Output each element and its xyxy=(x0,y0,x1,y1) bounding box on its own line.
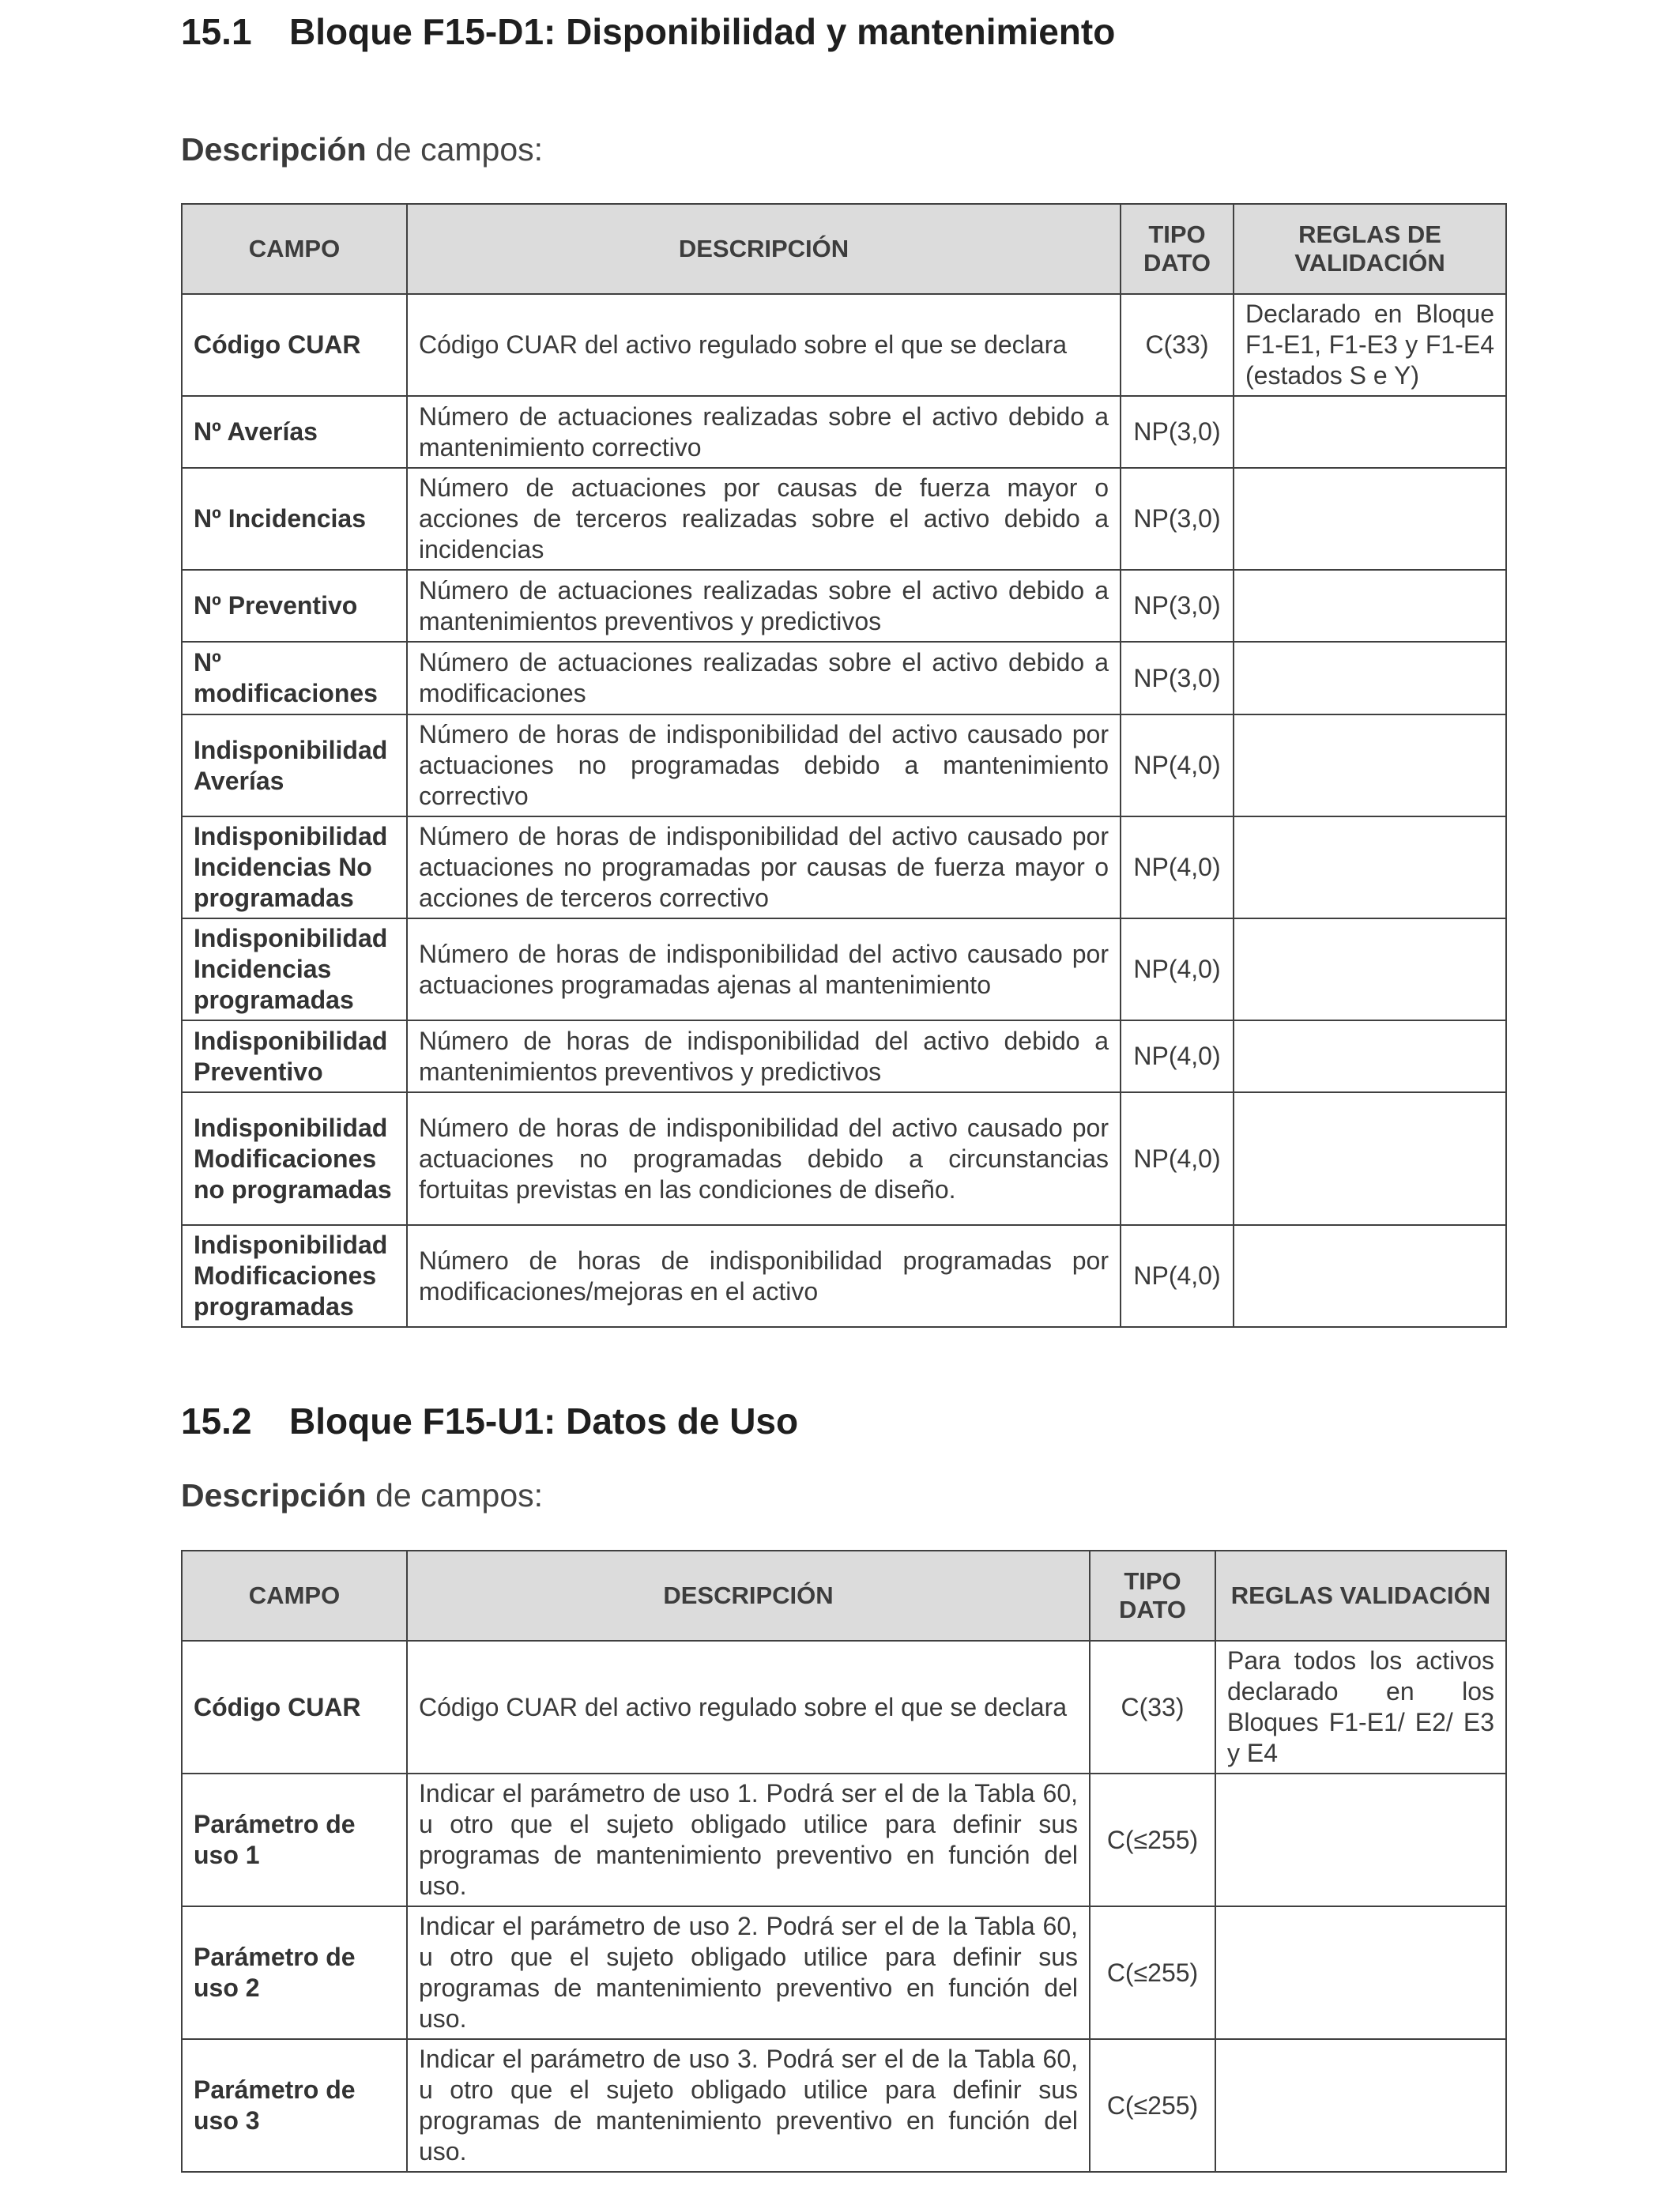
cell-descripcion: Número de actuaciones por causas de fuerza mayor o acciones de terceros realizadas sobre el activo debido a incidencias xyxy=(407,468,1121,570)
cell-campo: Indisponibilidad Averías xyxy=(182,714,407,816)
cell-tipo: NP(3,0) xyxy=(1121,396,1234,468)
table-row xyxy=(182,396,1506,468)
cell-campo: Nº Incidencias xyxy=(182,468,407,570)
cell-campo: Parámetro de uso 3 xyxy=(182,2039,407,2172)
cell-tipo: NP(4,0) xyxy=(1121,816,1234,918)
section-heading-15-2 xyxy=(181,1389,798,1453)
table-row xyxy=(182,1774,1506,1906)
cell-tipo: C(≤255) xyxy=(1090,1906,1215,2039)
cell-descripcion: Número de horas de indisponibilidad del activo causado por actuaciones no programadas debido a mantenimiento correctivo xyxy=(407,714,1121,816)
cell-tipo: NP(4,0) xyxy=(1121,1020,1234,1092)
cell-descripcion: Número de actuaciones realizadas sobre el activo debido a modificaciones xyxy=(407,642,1121,714)
section-number: 15.2 xyxy=(181,1400,252,1442)
cell-descripcion: Número de horas de indisponibilidad del activo causado por actuaciones programadas ajenas al mantenimiento xyxy=(407,918,1121,1020)
section-number: 15.1 xyxy=(181,11,252,52)
header-reglas: REGLAS VALIDACIÓN xyxy=(1215,1551,1506,1641)
cell-reglas xyxy=(1215,1906,1506,2039)
cell-reglas xyxy=(1215,2039,1506,2172)
header-campo: CAMPO xyxy=(182,204,407,294)
cell-reglas: Declarado en Bloque F1-E1, F1-E3 y F1-E4 (estados S e Y) xyxy=(1234,294,1506,396)
cell-reglas xyxy=(1215,1774,1506,1906)
table-row xyxy=(182,468,1506,570)
cell-descripcion: Número de horas de indisponibilidad del activo causado por actuaciones no programadas por causas de fuerza mayor o acciones de terceros correctivo xyxy=(407,816,1121,918)
cell-campo: Código CUAR xyxy=(182,1641,407,1774)
cell-descripcion: Número de horas de indisponibilidad programadas por modificaciones/mejoras en el activo xyxy=(407,1225,1121,1327)
cell-campo: Indisponibilidad Modificaciones programadas xyxy=(182,1225,407,1327)
header-tipo-dato: TIPO DATO xyxy=(1090,1551,1215,1641)
cell-campo: Nº Averías xyxy=(182,396,407,468)
cell-reglas xyxy=(1234,1092,1506,1225)
cell-tipo: NP(4,0) xyxy=(1121,918,1234,1020)
subheading-rest: de campos: xyxy=(366,131,544,168)
table-header-row xyxy=(182,1551,1506,1641)
cell-tipo: C(33) xyxy=(1090,1641,1215,1774)
cell-campo: Código CUAR xyxy=(182,294,407,396)
subheading-bold: Descripción xyxy=(181,1477,367,1514)
header-campo: CAMPO xyxy=(182,1551,407,1641)
cell-reglas xyxy=(1234,816,1506,918)
cell-descripcion: Indicar el parámetro de uso 3. Podrá ser el de la Tabla 60, u otro que el sujeto obligado utilice para definir sus programas de mantenimiento preventivo en función del uso. xyxy=(407,2039,1090,2172)
cell-descripcion: Número de actuaciones realizadas sobre el activo debido a mantenimiento correctivo xyxy=(407,396,1121,468)
table-row xyxy=(182,918,1506,1020)
cell-tipo: NP(4,0) xyxy=(1121,1092,1234,1225)
cell-tipo: NP(4,0) xyxy=(1121,1225,1234,1327)
header-reglas: REGLAS DE VALIDACIÓN xyxy=(1234,204,1506,294)
cell-campo: Indisponibilidad Preventivo xyxy=(182,1020,407,1092)
table-row xyxy=(182,1641,1506,1774)
cell-tipo: NP(3,0) xyxy=(1121,468,1234,570)
cell-campo: Nº Preventivo xyxy=(182,570,407,642)
table-f15-d1 xyxy=(181,203,1507,1328)
cell-reglas xyxy=(1234,1020,1506,1092)
cell-campo: Indisponibilidad Incidencias programadas xyxy=(182,918,407,1020)
cell-campo: Parámetro de uso 2 xyxy=(182,1906,407,2039)
cell-campo: Nº modificaciones xyxy=(182,642,407,714)
cell-reglas xyxy=(1234,714,1506,816)
table-row xyxy=(182,570,1506,642)
cell-reglas xyxy=(1234,570,1506,642)
table-row xyxy=(182,642,1506,714)
subheading-bold: Descripción xyxy=(181,131,367,168)
cell-descripcion: Indicar el parámetro de uso 2. Podrá ser el de la Tabla 60, u otro que el sujeto obligado utilice para definir sus programas de mantenimiento preventivo en función del uso. xyxy=(407,1906,1090,2039)
header-tipo-dato: TIPO DATO xyxy=(1121,204,1234,294)
cell-reglas xyxy=(1234,396,1506,468)
cell-tipo: C(33) xyxy=(1121,294,1234,396)
table-row xyxy=(182,816,1506,918)
table-row xyxy=(182,2039,1506,2172)
table-header-row xyxy=(182,204,1506,294)
table-row xyxy=(182,1020,1506,1092)
cell-descripcion: Código CUAR del activo regulado sobre el que se declara xyxy=(407,1641,1090,1774)
subheading-descripcion-campos-2 xyxy=(181,1476,543,1515)
cell-campo: Indisponibilidad Incidencias No programadas xyxy=(182,816,407,918)
subheading-rest: de campos: xyxy=(366,1477,544,1514)
cell-reglas: Para todos los activos declarado en los Bloques F1-E1/ E2/ E3 y E4 xyxy=(1215,1641,1506,1774)
cell-descripcion: Número de horas de indisponibilidad del activo causado por actuaciones no programadas debido a circunstancias fortuitas previstas en las condiciones de diseño. xyxy=(407,1092,1121,1225)
cell-reglas xyxy=(1234,918,1506,1020)
cell-descripcion: Número de actuaciones realizadas sobre el activo debido a mantenimientos preventivos y predictivos xyxy=(407,570,1121,642)
table-row xyxy=(182,1092,1506,1225)
table-row xyxy=(182,714,1506,816)
cell-tipo: NP(3,0) xyxy=(1121,570,1234,642)
table-f15-u1 xyxy=(181,1550,1507,2173)
cell-descripcion: Número de horas de indisponibilidad del activo debido a mantenimientos preventivos y predictivos xyxy=(407,1020,1121,1092)
section-heading-15-1 xyxy=(181,0,1115,63)
cell-campo: Indisponibilidad Modificaciones no programadas xyxy=(182,1092,407,1225)
subheading-descripcion-campos-1 xyxy=(181,130,543,169)
section-title: Bloque F15-U1: Datos de Uso xyxy=(289,1400,799,1442)
cell-tipo: NP(3,0) xyxy=(1121,642,1234,714)
cell-tipo: C(≤255) xyxy=(1090,1774,1215,1906)
cell-tipo: C(≤255) xyxy=(1090,2039,1215,2172)
cell-descripcion: Código CUAR del activo regulado sobre el que se declara xyxy=(407,294,1121,396)
table-row xyxy=(182,1225,1506,1327)
table-row xyxy=(182,1906,1506,2039)
header-descripcion: DESCRIPCIÓN xyxy=(407,1551,1090,1641)
cell-descripcion: Indicar el parámetro de uso 1. Podrá ser el de la Tabla 60, u otro que el sujeto obligado utilice para definir sus programas de mantenimiento preventivo en función del uso. xyxy=(407,1774,1090,1906)
section-title: Bloque F15-D1: Disponibilidad y mantenimiento xyxy=(289,11,1116,52)
cell-reglas xyxy=(1234,468,1506,570)
cell-reglas xyxy=(1234,642,1506,714)
cell-campo: Parámetro de uso 1 xyxy=(182,1774,407,1906)
cell-reglas xyxy=(1234,1225,1506,1327)
header-descripcion: DESCRIPCIÓN xyxy=(407,204,1121,294)
cell-tipo: NP(4,0) xyxy=(1121,714,1234,816)
table-row xyxy=(182,294,1506,396)
